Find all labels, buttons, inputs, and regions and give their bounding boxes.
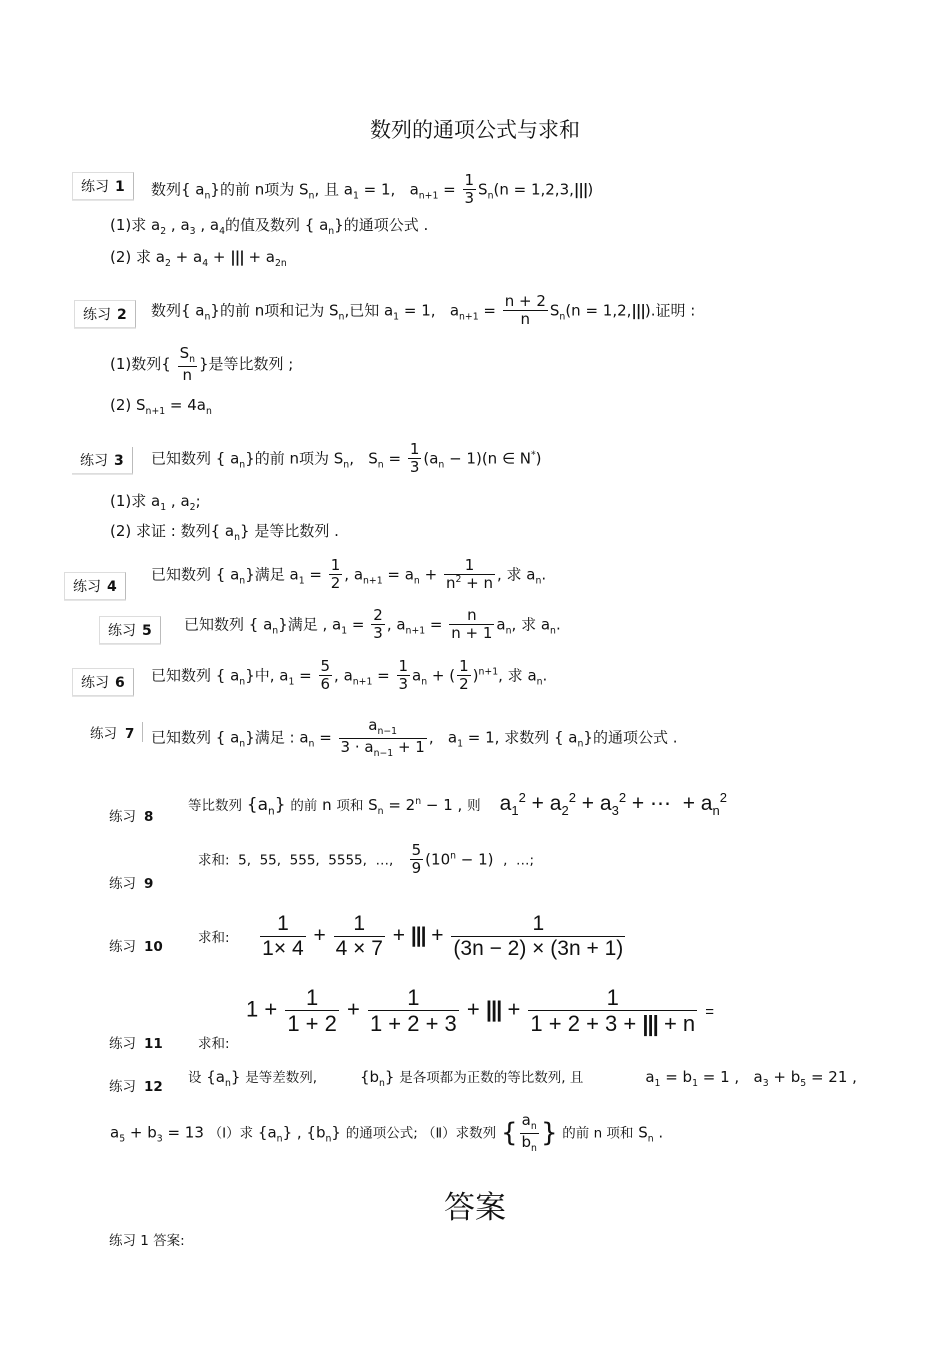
exercise-10-statement: 求和: $\frac{1}{1\times 4}$ + $\frac{1}{4 \times 7}$ + ||| + $\frac{1}{(3n - 2) \times (3n + 1)}$: [198, 912, 624, 961]
exercise-3-part-2: (2) 求证 : 数列{ $a_n$} 是等比数列 .: [110, 522, 339, 543]
exercise-1-statement: 数列{ $a_n$}的前 n项为 $S_n$, 且 $a_1 = 1$, $a_{n+1}$ = $\frac{1}{3}$ $S_n(n = 1,2,3,|||)$: [151, 171, 594, 208]
fraction: $\frac{5}{9}$: [411, 841, 422, 878]
fraction: $\frac{1}{1 + 2 + 3 + ||| + n}$: [530, 985, 696, 1037]
fraction: $\frac{1}{2}$: [459, 657, 469, 694]
answer-title: 答案: [444, 1190, 506, 1226]
exercise-tag-4: 练习 4: [64, 572, 126, 600]
fraction: $\frac{a_n}{b_n}$: [521, 1111, 537, 1154]
exercise-tag-5: 练习 5: [99, 616, 161, 644]
fraction: $\frac{1}{1 + 2}$: [287, 985, 337, 1037]
exercise-4-statement: 已知数列 { $a_n$}满足 $a_1$ = $\frac{1}{2}$ , $a_{n+1} = a_n$ + $\frac{1}{n^2 + n}$ , 求 $a_n$.: [151, 556, 547, 593]
exercise-2-statement: 数列{ $a_n$}的前 n项和记为 $S_n$,已知 $a_1 = 1$, $a_{n+1}$ = $\frac{n + 2}{n}$ $S_n(n = 1,2,|||)$.证明 :: [151, 292, 696, 329]
exercise-tag-9: 练习 9: [109, 876, 154, 892]
exercise-12-line-2: $a_5 + b_3 = 13$ （Ⅰ）求 $\{a_n\}$ , $\{b_n\}$ 的通项公式; （Ⅱ）求数列 { $\frac{a_n}{b_n}$ } 的前 n 项和 $S_n$ .: [110, 1111, 664, 1154]
fraction: $\frac{1}{4 \times 7}$: [335, 912, 383, 961]
exercise-tag-1: 练习 1: [72, 172, 134, 200]
exercise-11-formula: 1 + $\frac{1}{1 + 2}$ + $\frac{1}{1 + 2 + 3}$ + ||| + $\frac{1}{1 + 2 + 3 + ||| + n}$ =: [246, 985, 715, 1037]
exercise-9-statement: 求和: 5, 55, 555, 5555, …, $\frac{5}{9}$ $(10^n - 1)$ , …;: [198, 841, 535, 878]
exercise-tag-10: 练习 10: [109, 939, 163, 955]
exercise-2-part-1: (1)数列{ $\frac{S_n}{n}$ }是等比数列 ;: [110, 344, 294, 384]
exercise-tag-12: 练习 12: [109, 1079, 163, 1095]
exercise-7-statement: 已知数列 { $a_n$}满足 : $a_n$ = $\frac{a_{n-1}}{3 \cdot a_{n-1} + 1}$ , $a_1 = 1$, 求数列 { $a_n$}的通项公式 .: [151, 716, 678, 759]
fraction: $\frac{1}{n^2 + n}$: [445, 556, 493, 593]
exercise-1-part-1: (1)求 $a_2$ , $a_3$ , $a_4$的值及数列 { $a_n$}的通项公式 .: [110, 216, 429, 237]
exercise-2-part-2: (2) $S_{n+1} = 4a_n$: [110, 396, 212, 417]
fraction: $\frac{S_n}{n}$: [179, 344, 195, 384]
exercise-3-part-1: (1)求 $a_1$ , $a_2$;: [110, 492, 201, 513]
fraction: $\frac{1}{1 + 2 + 3}$: [369, 985, 457, 1037]
fraction: $\frac{2}{3}$: [373, 606, 383, 643]
exercise-5-statement: 已知数列 { $a_n$}满足 , $a_1$ = $\frac{2}{3}$ , $a_{n+1}$ = $\frac{n}{n + 1}$ $a_n$, 求 $a_n$.: [184, 606, 561, 643]
fraction: $\frac{a_{n-1}}{3 \cdot a_{n-1} + 1}$: [340, 716, 425, 759]
fraction: $\frac{n}{n + 1}$: [451, 606, 493, 643]
fraction: $\frac{1}{3}$: [409, 440, 420, 477]
exercise-tag-2: 练习 2: [74, 300, 136, 328]
exercise-tag-6: 练习 6: [72, 668, 134, 696]
exercise-tag-3: 练习 3: [72, 447, 133, 474]
fraction: $\frac{1}{1\times 4}$: [262, 912, 304, 961]
fraction: $\frac{1}{(3n - 2) \times (3n + 1)}$: [453, 912, 624, 961]
exercise-6-statement: 已知数列 { $a_n$}中, $a_1$ = $\frac{5}{6}$ , $a_{n+1}$ = $\frac{1}{3}$ $a_n$ + ( $\frac{1}{2}$ )$^{n+1}$, 求 $a_n$.: [151, 657, 548, 694]
exercise-tag-7: 练习 7: [90, 722, 143, 742]
exercise-3-statement: 已知数列 { $a_n$}的前 n项为 $S_n$, $S_n$ = $\frac{1}{3}$ $(a_n - 1)(n$ ∈ N*): [151, 440, 542, 477]
exercise-tag-11: 练习 11: [109, 1036, 163, 1052]
exercise-12-line-1: 设 $\{a_n\}$ 是等差数列, $\{b_n\}$ 是各项都为正数的等比数列, 且 $a_1 = b_1 = 1$ , $a_3 + b_5 = 21$ ,: [188, 1068, 857, 1089]
exercise-11-label: 求和:: [198, 1036, 230, 1052]
fraction: $\frac{5}{6}$: [320, 657, 331, 694]
exercise-8-statement: 等比数列 $\{a_n\}$ 的前 n 项和 $S_n = 2^n - 1$ , 则 $a_1^2 + a_2^2 + a_3^2$ + ⋯ + $a_n^2$: [188, 790, 727, 819]
fraction: $\frac{1}{3}$: [464, 171, 475, 208]
exercise-tag-8: 练习 8: [109, 809, 154, 825]
fraction: $\frac{1}{3}$: [398, 657, 409, 694]
page-title: 数列的通项公式与求和: [370, 118, 580, 142]
answer-1-label: 练习 1 答案:: [109, 1233, 185, 1249]
exercise-1-part-2: (2) 求 $a_2 + a_4$ + ||| + $a_{2n}$: [110, 248, 287, 269]
fraction: $\frac{n + 2}{n}$: [504, 292, 546, 329]
fraction: $\frac{1}{2}$: [330, 556, 341, 593]
